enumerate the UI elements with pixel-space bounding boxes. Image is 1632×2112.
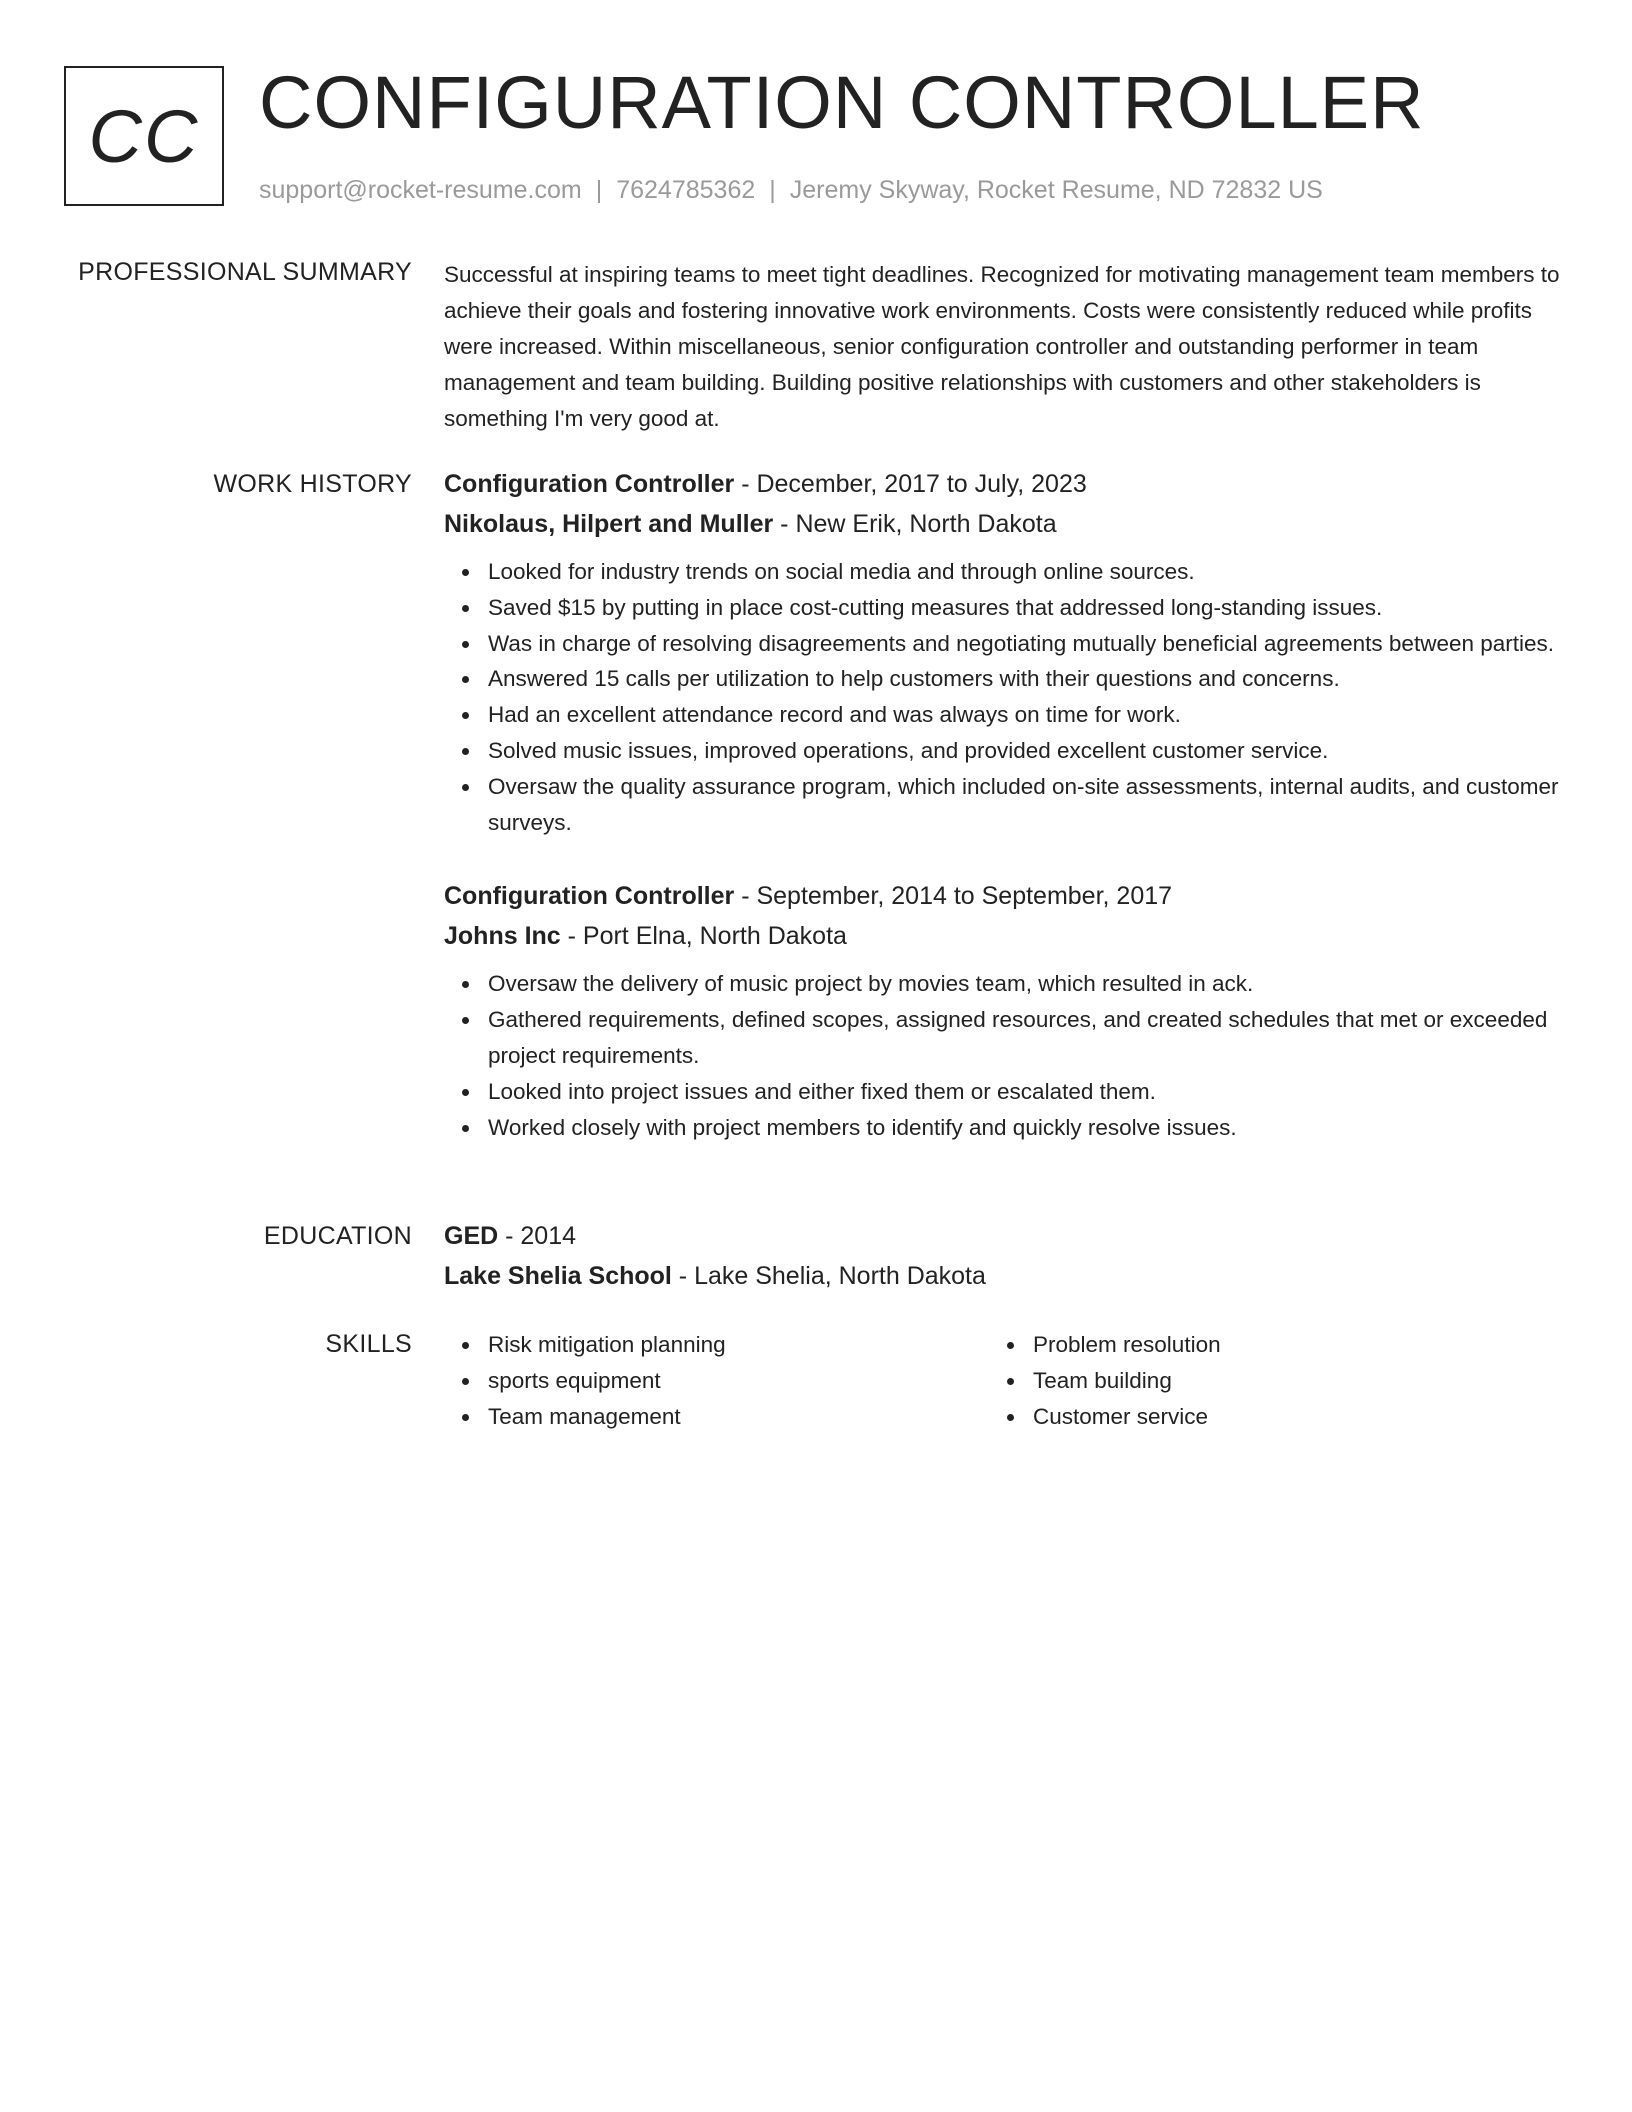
- contact-address: Jeremy Skyway, Rocket Resume, ND 72832 US: [789, 176, 1323, 204]
- contact-separator: |: [595, 176, 603, 204]
- skill-item: Customer service: [1033, 1399, 1534, 1435]
- skills-columns: [444, 1327, 1564, 1434]
- list-item: Had an excellent attendance record and was always on time for work.: [488, 697, 1564, 733]
- summary-text: Successful at inspiring teams to meet tight deadlines. Recognized for motivating management team members to achieve their goals and fostering innovative work environments. Costs were consistently reduced while profits were increased. Within miscellaneous, senior configuration controller and outstanding performer in team management and team building. Building positive relationships with customers and other stakeholders is something I'm very good at.: [444, 262, 1560, 431]
- skills-list-right: [989, 1327, 1534, 1434]
- list-item: Answered 15 calls per utilization to help customers with their questions and concerns.: [488, 661, 1564, 697]
- list-item: Looked for industry trends on social media and through online sources.: [488, 554, 1564, 590]
- education-body: [444, 1216, 1564, 1296]
- job-company-line: [444, 916, 1564, 956]
- job-company: Johns Inc: [444, 922, 561, 951]
- education-degree-line: [444, 1216, 1564, 1256]
- job-title-line: [444, 464, 1564, 504]
- contact-email: support@rocket-resume.com: [259, 176, 582, 204]
- job-title-line: [444, 876, 1564, 916]
- list-item: Saved $15 by putting in place cost-cutting measures that addressed long-standing issues.: [488, 590, 1564, 626]
- job-title: Configuration Controller: [444, 470, 735, 498]
- job-bullets: [444, 966, 1564, 1145]
- job-company: Nikolaus, Hilpert and Muller: [444, 510, 774, 538]
- section-heading-education: EDUCATION: [263, 1222, 412, 1250]
- skills-column-left: [444, 1327, 989, 1434]
- skill-item: sports equipment: [488, 1363, 989, 1399]
- job-location: - New Erik, North Dakota: [773, 510, 1057, 538]
- list-item: Oversaw the delivery of music project by movies team, which resulted in ack.: [488, 966, 1564, 1002]
- education-school-line: [444, 1256, 1564, 1296]
- job-entry: [444, 876, 1564, 1145]
- section-heading-skills: SKILLS: [325, 1330, 412, 1358]
- work-history-body: [444, 464, 1564, 1145]
- education-location: - Lake Shelia, North Dakota: [671, 1262, 986, 1290]
- skill-item: Problem resolution: [1033, 1327, 1534, 1363]
- list-item: Solved music issues, improved operations, and provided excellent customer service.: [488, 733, 1564, 769]
- skills-body: [444, 1327, 1564, 1434]
- job-location: - Port Elna, North Dakota: [560, 922, 847, 951]
- list-item: Was in charge of resolving disagreements and negotiating mutually beneficial agreements between parties.: [488, 626, 1564, 662]
- job-entry: [444, 464, 1564, 840]
- list-item: Worked closely with project members to identify and quickly resolve issues.: [488, 1110, 1564, 1146]
- skills-column-right: [989, 1327, 1534, 1434]
- list-item: Oversaw the quality assurance program, which included on-site assessments, internal audits, and customer surveys.: [488, 769, 1564, 841]
- job-company-line: [444, 504, 1564, 544]
- list-item: Gathered requirements, defined scopes, assigned resources, and created schedules that met or exceeded project requirements.: [488, 1002, 1564, 1074]
- education-school: Lake Shelia School: [444, 1262, 672, 1290]
- list-item: Looked into project issues and either fixed them or escalated them.: [488, 1074, 1564, 1110]
- section-heading-work-history: WORK HISTORY: [213, 470, 412, 498]
- skills-list-left: [444, 1327, 989, 1434]
- skill-item: Team management: [488, 1399, 989, 1435]
- education-year: - 2014: [498, 1222, 577, 1250]
- contact-separator: |: [769, 176, 776, 204]
- monogram-logo: CC: [64, 66, 224, 206]
- job-bullets: [444, 554, 1564, 840]
- job-dates: - December, 2017 to July, 2023: [734, 470, 1087, 498]
- skill-item: Risk mitigation planning: [488, 1327, 989, 1363]
- section-heading-summary: PROFESSIONAL SUMMARY: [78, 258, 412, 286]
- candidate-name: CONFIGURATION CONTROLLER: [259, 61, 1425, 144]
- education-degree: GED: [444, 1222, 499, 1250]
- contact-line: [259, 174, 1323, 206]
- skill-item: Team building: [1033, 1363, 1534, 1399]
- contact-phone: 7624785362: [616, 176, 756, 204]
- job-title: Configuration Controller: [444, 882, 735, 911]
- job-dates: - September, 2014 to September, 2017: [734, 882, 1173, 911]
